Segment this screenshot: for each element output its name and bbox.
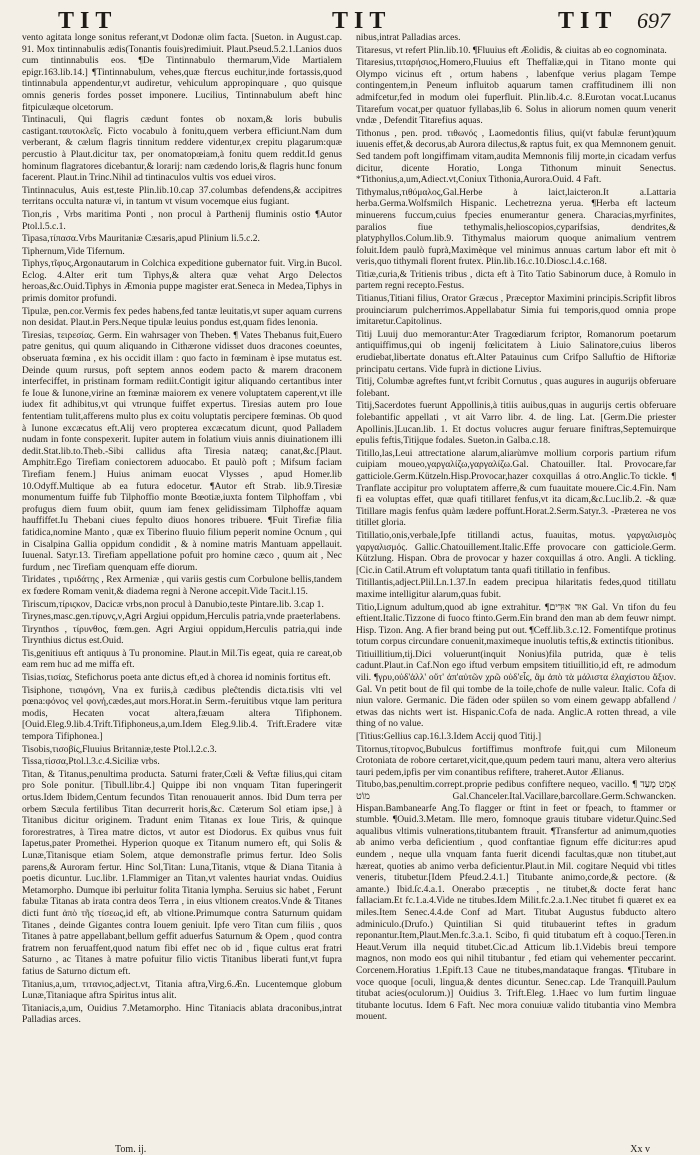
dictionary-entry: Tissa,τίσσα,Ptol.l.3.c.4.Siciliæ vrbs. <box>22 756 160 768</box>
header-word-middle: TIT <box>332 8 392 34</box>
dictionary-entry: Titan, & Titanus,penultima producta. Saturni frater,Cœli & Veftæ filius,qui citam pro Sole ponitur. [Tibull.libr.4.] Quippe ibi non vnquam Titan fuperingerit ortus.Idem Ibidem,Centum fecundos Titan renouauerit annos. Ibid Dum terra per orbem Sæcula fertilibus Titan decurrerit horis,&c. Cæterum Sol etiam ipse,] à Titanibus dicitur originem. Tradunt enim Titanas ex Ioue Tiris, & quinque fororestratres, à Tirea matre dictos, vt autor est Diodorus. Ex quibus vnus fuit Iapetus,pater Promethei. Hyperion quoque ex Titanum numero eft, qui Solis & Lunæ,Titanisque etiam Solem, atque demonstrafle primus fertur. Ideo Solis parens,& Auroram fertur. Hinc Sol,Titan: Luna,Titanis, vtque & Diana Titania à poetis dicuntur. Luc.libr. 1.Flammiger an Titan,vt valentes hauriat vndas. Ouidius Metamorpho. Dumque ibi perluitur folita Titania lympha. Seruius sic habet , Ferunt fabulæ Titanas ab irata contra deos Terra , in eius vltionem creatos.Vnde & Titanes dicti funt ἀπὸ τῆς τίσεως,id eft, ab vltione.Primumque contra Saturnum quidam Titanes , deinde Gigantes contra Iouem geniuit. Ipfe vero Titan cum filiis , quos Titanes à patre appellabant,bellum geffit aduerfus Saturnum & Opem , quod contra fratrem non feruaffent,quod natum fibi effet nec ob id , fique cultus erat fratri Saturno , ac Titanes à matre pofuitur filio victis Titanibus liberati funt,vt fupra fatius de Saturno dictum eft. <box>22 768 342 977</box>
dictionary-entry: Titij Luuij duo memorantur:Ater Tragœdiarum fcriptor, Romanorum poetarum antiquiffimus,qui ob ingenij fœlicitatem à Liuio Salinatore,cuius liberos erudiebat,libertate donatus eft.Alter Patauinus cum Crifpo Salluftio de Hiftoriæ principatu certans. Vide fuprà in dictione Livius. <box>356 328 676 375</box>
dictionary-entry: Tisiphone, τισιφόνη, Vna ex furiis,à cædibus pleĉtendis dicta.tisis vlti vel pœna:φόνος vel φονή,cædes,aut mors.Horat.in Serm.-feruitibus vtque lam peritura modis, Hecaten vocat altera,fæuam altera Tifiphonem. [Ouid.Eleg.9.lib.4.Trift.Tifiphoneus,a,um.Idem Eleg.9.lib.4. Trift.Eradere vitæ tempora Tifiphonea.] <box>22 684 342 743</box>
dictionary-entry: Tiridates , τιριδάτης , Rex Armeniæ , qui variis gestis cum Corbulone bellis,tandem ex fœdere Romam venit,& diadema regni à Nerone accepit.Vide Tacit.l.15. <box>22 574 342 597</box>
dictionary-entry: Tintinnaculus, Auis est,teste Plin.lib.10.cap 37.columbas defendens,& accipitres territans occulta naturæ vi, in tantum vt visum vocemque eius fugiant. <box>22 184 342 208</box>
dictionary-entry: Titubo,bas,penultim.corrept.proprie pedibus confiftere nequeo, vacillo. ¶ אָמַט מָעַד מוֹט Gal.Chanceler.Ital.Vacillare,barcollare.Germ.Schwancken. Hispan.Bambanearfe Ang.To flagger or ftint in feet or fpeach, to ftammer or stumble. ¶Ouid.3.Metam. Ille mero, fomnoque grauis titubare videtur.Quinc.Sed aqualibus vltimis vulnerations,titubantem ftrauit. ¶Transfertur ad animum,quoties ab animo verba deficientium , quod conftantiae fignum effe dicitur:res apud eundem , neque ulla vnquam fanta fuerit dicendi facultas,quæ non titubet,aut hæreat, quoties ab animo verba deficientur.Plaut.in Mil. cogitare Nequid vbi titles veneris, titubetur.[Idem Pfeud.2.4.1.] Titubante animo,corde,& pectore. (& amante.) Ibid.ſc.4.a.1. Onerabo præceptis , ne titubet,& docte ferat hanc fallaciam.Et fc.1.a.4.Vide ne titubes.Idem Milit.fc.2.a.1.Nec titubet fi quæret ex ea miles.Item Senec.4.4.de Conf ad Mart. Titubat Augustus fubducto altero adminiculo.(Drufo.) Quintilian Si quid titubauerint teftes in gradum reponantur.Item,Plaut.Men.fc.3.a.1. Scibo, fi quid titubatum eft à coquo.[Teren.in Heaut.Verum illa nequid titubet.Cic.ad Atticum lib.1.Videbis breui tempore magnos, non modo eos qui nihil titubantur , fed etiam qui vehementer peccarint. Corcenem.Horatius 1.Epift.13 Caue ne titubes,mandataque frangas. ¶Titubare in voce quoque [oculi, lingua,& dentes dicuntur. Senec.cap. Lde Tranquill.Paulum titubat acies(oculorum.)] Ouidius 3. Trift.Eleg. 1.Haec vo lum furtim linguae titubante locutus. Idem 6 Faft. Nec mora conuiuæ valido titubantia vino Membra mouent. <box>356 779 676 1023</box>
dictionary-entry: Titianus,Titiani filius, Orator Græcus , Præceptor Maximini principis.Scripfit libros prouinciarum pulcherrimos.Appellabatur Simia fui temporis,quod omnia prope imitaretur.Capitolinus. <box>356 293 676 328</box>
tome-label: Tom. ij. <box>115 1144 147 1155</box>
dictionary-entry: Titio,Lignum adultum,quod ab igne extrahitur. ¶אוּד אוּדִים Gal. Vn tifon du feu eftient.Italic.Tizzone di fuoco ftinto.Germ.Ein brand den man ab dem feuwr nimpt. Hisp. Tizon. Ang. A fier brand being put out. ¶Ceff.lib.3.c.12. Fomentifque protinus totum corpus circundare conuenit,maximeque inuolutis teftis,& extinctis titionibus. <box>356 601 676 648</box>
left-column <box>22 32 342 1132</box>
dictionary-entry: Tiriscum,τίριςκον, Dacicæ vrbs,non procul à Danubio,teste Pintare.lib. 3.cap 1. <box>22 598 324 610</box>
dictionary-entry: Tiphernum,Vide Tifernum. <box>22 245 125 257</box>
header-word-left: TIT <box>58 8 118 34</box>
dictionary-entry: Titaresus, vt refert Plin.lib.10. ¶Fluuius eft Æolidis, & ciuitas ab eo cognominata. <box>356 44 667 56</box>
dictionary-entry: Tiphys,τῖφυς,Argonautarum in Colchica expeditione gubernator fuit. Virg.in Bucol. Eclog. 4.Alter erit tum Tiphys,& altera quæ vehat Argo Delectos heroas,&c.Ouid.Tiphys in Æmonia puppe magister erat.Seneca in Medea,Tiphys in primis domitor profundi. <box>22 258 342 305</box>
running-header <box>22 6 676 32</box>
dictionary-entry: Titornus,τίτορνος,Bubulcus fortiffimus monftrofe fuit,qui cum Miloneum Crotoniata de robore certaret,vicit,que,quum pedem tauri manu, altera vero alterius tauri pedem,ipfis per vim conantibus refiftere, traheret.Autor Ælianus. <box>356 743 676 778</box>
dictionary-entry: Titiæ,curia,& Tritienis tribus , dicta eft à Tito Tatio Sabinorum duce, à Romulo in partem regni recepto.Festus. <box>356 268 676 292</box>
right-column <box>356 32 676 1132</box>
dictionary-entry: Titanius,a,um, τιτανιος,adject.vt, Titania aftra,Virg.6.Æn. Lucentemque globum Lunæ,Titaniaque aftra Spiritus intus alit. <box>22 978 342 1002</box>
dictionary-entry: Tisias,τισίας, Stefichorus poeta ante dictus eft,ed à chorea id nominis fortitus eft. <box>22 672 331 684</box>
dictionary-entry: Tis,genitiuus eft antiquus à Tu pronomine. Plaut.in Mil.Tis egeat, quia re careat,ob eam rem huc ad me miffa eft. <box>22 647 342 671</box>
dictionary-entry: Titij,Sacerdotes fuerunt Appollinis,à titiis auibus,quas in augurijs certis obferuare folebantific appellati , vt ait Varro libr. 4. de ling. Lat. [Germ.Die priester Apollinis.]Lucan.lib. 1. Et doctus volucres augur feruare finiftras,Septemuirque epulis feftis,Titijque fodales. Sueton.in Galba.c.18. <box>356 400 676 447</box>
dictionary-entry: Tipasa,τίπασα.Vrbs Mauritaniæ Cæsaris,apud Plinium li.5.c.2. <box>22 233 260 245</box>
dictionary-entry: Tipulæ, pen.cor.Vermis fex pedes habens,fed tantæ leuitatis,vt super aquam currens non desidat. Plaut.in Pers.Neque tipulæ leuius pondus est,quam fides lenonia. <box>22 305 342 329</box>
dictionary-entry: Tirynes,masc.gen.τίρυνς,ν,Agri Argiui oppidum,Herculis patria,vnde praeterlabens. <box>22 611 341 623</box>
dictionary-entry: Titillo,las,Leui attrectatione alarum,aliarùmve mollium corporis partium rifum cuipiam moueo,γαργαλίζω,γαργαλίζω.Gal. Chatouiller. Ital. Provocare,far gatticiole.Germ.Kützeln.Hisp.Provocar,hazer coxquillas á otro.Anglic.To tickle. ¶ Tranflate accipitur pro voluptatem afferre,& cum fuauitate mouere.Cic.4.Fin. Nam fi ea voluptas effet, quæ quafi titillaret fenfus,vt ita dicam,&c.Luc.lib.2. -& quæ Titillare magis fenfus quàm lædere poffunt.Horat.2.Serm.Satyr.3. -Præterea ne vos titillet gloria. <box>356 447 676 529</box>
dictionary-entry: Titillantis,adject.Plil.Ln.1.37.In eadem precipua hilaritatis fedes,quod titillatu maxime intelligitur alarum,quas fubit. <box>356 577 676 600</box>
dictionary-entry: Tion,ris , Vrbs maritima Ponti , non procul à Parthenij fluminis ostio ¶Autor Ptol.l.5.c.1. <box>22 208 342 232</box>
dictionary-entry: Tintinaculi, Qui flagris cædunt fontes ob noxam,& loris bubulis castigant.ταυτοκλεῖς. Ficto vocabulo à fonitu,quem verbera efficiunt.Nam dum verberant, & cælum flagris tinnitum reddere videntur,ex crepitu plagarum:quæ percustio à Plaut.dicitur tax, per onomatopœiam,à fonitu quem reddit.Id genus hominum flagratores dicebantur,& lorarij: nam cædendo loris,& flagris hunc fonum facerent. Plaut.in Trinc.Nihil ad tintinaculos vultis vos eduei viros. <box>22 114 342 184</box>
dictionary-entry: Tiresias, τειρεσίας. Germ. Ein wahrsager von Theben. ¶ Vates Thebanus fuit,Euero patre genitus, qui quum aliquando in Cithærone vidisset duos dracones coeuntes, obseruata fœmina , ex his occidit illam : quo facto in fœminam è ipse mutatus est. Deinde quum rursus, poft septem annos eodem pacto & marem draconem interfeciffet, in pristinam formam rediit.Contigit igitur aliquando certantibus inter fe Ioue & Iunone,virine an fœminæ maiorem ex venere voluptatem caperent,vt ille iudex fit adhibitus,vt qui vtrunque fuiffet expertus. Tiresias autem pro Ioue fententiam tulit,afferens multo plus ex coitu voluptatis percipere fœminas. Ob quod à Iunone excæcatus eft.Alij vero propterea excæcatum dicunt, quod Palladem nudam in fonte conspexerit. Iupiter autem in folatium viuis annis diuinationem illi dedit.Stat.lib.to.Theb.-Sibi callidus afta Tiresia natæq; canat,&c.[Plaut. Amphitr.Ego Tirefiam coniectorem aduocabo. Et paulò poft ; Mifsum faciam Tirefiam fenem.] Huius animam euocat Vlysses , apud Homer.lib 10.Odyff.Multique ab ea futura edocetur. ¶Autor eft Strab. lib.9.Tiresiæ monumentum fuiffe fub Tilphoffio monte Bœotiæ,iuxta fontem Tilphoffam , vbi profugus diem fuum obiit, quum iam fenex gelidissimam Tilphoffæ aquam hauffiffet.Iu Thebani ciues fepulto diuos honores tribuere. ¶Fuit Tirefiæ filia fatidica,nomine Manto , quæ ex Tiberino fluuio filium peperit nomine Ocnum , qui in Cisalpina Gallia oppidum condidit , & à nomine matris Mantuam appellauit. Iuuenal. Satyr.13. Tirefiam appellatione pofuit pro homine cæco , quum ait , Nec furdum , nec Tirefiam quenquam effe diorum. <box>22 329 342 573</box>
dictionary-entry: Titaniacis,a,um, Ouidius 7.Metamorpho. Hinc Titaniacis ablata draconibus,intrat Palladias arces. <box>22 1002 342 1026</box>
dictionary-entry: vento agitata longe sonitus referant,vt Dodonæ olim facta. [Sueton. in August.cap. 91. Mox tintinnabulis ædis(Tonantis fouis)redimiuit. Plaut.Pseud.5.2.1.Lanios duos cum tintinnabulis eos. ¶De Tintinnabulo thermarum,Vide Martialem epigr.163.lib.14.] ¶Tintinnabulum, vehes,quæ ftercus euchitur,inde fortassis,quod tintinnabula appendentur,vt audiretur, vehiculum appropinquare , quo quisque omnis generis fordes posset imponere. Lucilius, Tintinnabulum abeft hinc fitpiculæque olcetorum. <box>22 32 342 113</box>
dictionary-entry: Tithonus , pen. prod. τιθωνός , Laomedontis filius, qui(vt fabulæ ferunt)quum iuuenis effet,& decorus,ab Aurora dilectus,& raptus fuit, ex qua Memnonem genuit. Sed tandem poft longiffimam vitam,audita Memnonis filij morte,in cicadam verfus dicitur, dicente Horatio, Longa Tithonum minuit Senectus. *Tithonius,a,um,Adiect.vt,Coniux Tithonia,Aurora.Ouid. 4 Faft. <box>356 127 676 186</box>
signature-mark: Xx v <box>630 1144 650 1155</box>
dictionary-entry: Titij, Columbæ agreftes funt,vt fcribit Cornutus , quas augures in augurijs obferuare folebant. <box>356 376 676 399</box>
dictionary-entry: Tithymalus,τιθύμαλος,Gal.Herbe à laict,laicteron.It a.Lattaria herba.Germa.Wolfsmilch Hispanic. Lechetrezna yerua. ¶Herba eft lacteum minuerens fuccum,cuius fpecies enumerantur genera. Characias,myrfinites, paralios fiue tethymalis,helioscopios,cyparifsias, dendrites,& platyphyllos.Colum.lib.9. Tithymalus maiorum quoque animalium ventrem foluit.Idem paulò fuprà,Maximèque vel minimus annuas cartum labor eft mit ò veris,quo tithymali florent frutex. Plin.lib.16.c.10.Diosc.l.4.c.168. <box>356 186 676 268</box>
dictionary-entry: Titaresius,τιταρήσιος,Homero,Fluuius eft Theffaliæ,qui in Titano monte qui Olympo vicinus eft , ortum habens , labenfque verius plagam Tempe contingentem,in Peneum influitob aquarum tamen craffitudinem illi non admifcetur,fed in modum olei fuperfluit. Plin.lib.4.c. 8.Eurotan vocat.Lucanus Titarefum vocat,per quatuor fyllabas,lib 6. Solus in aliorum nomen quum venerit vndæ , Defendit Titarefius aquas. <box>356 57 676 127</box>
dictionary-entry: Titillatio,onis,verbale,Ipfe titillandi actus, fuauitas, motus. γαργαλισμὸς γαργαλισμός. Gallic.Chatouillement.Italic.Effe provocare con gatticiole.Germ. Kützlung. Hispan. Obra de provocar y hazer coxquillas á otro. Angli. A tickling.[Cic.in Catil.Atrum eft voluptatum tanta quafi titillatio in fenfibus. <box>356 529 676 576</box>
page-number: 697 <box>637 8 670 33</box>
dictionary-entry: Titiuillitium,tij.Dici voluerunt(inquit Nonius)fila putrida, quæ è telis cadunt.Plaut.in Caf.Non ego iftud verbum empsitem titiuillitio,id eft, re admodum vili. ¶γρυ,οὐδ'ἀλλ' οὔτ' ἀπ'αὐτῶν χρῶ οὐδ'εἷς, ἂμ ἀπὸ τὰ μάλιστα ἐλαχίστου ἄξιον. Gal. Vn petit bout de fil qui tombe de la toile,chofe de nulle valeur. Italic. Cofa di niun valore. Germanic. Die fäden oder spülen so vom einem gewapp abfallend / etwas das nichts wert ist. Hispanic.Cofa de nada. Anglic.A rotten thread, a vile thing of no value. <box>356 648 676 730</box>
page-footer <box>0 1141 700 1155</box>
dictionary-entry: Tisobis,τισοβίς,Fluuius Britanniæ,teste Ptol.l.2.c.3. <box>22 743 217 755</box>
header-word-right: TIT <box>558 8 618 34</box>
dictionary-entry: nibus,intrat Palladias arces. <box>356 32 461 43</box>
dictionary-entry: [Titius:Gellius cap.16.l.3.Idem Accij quod Titij.] <box>356 731 542 743</box>
dictionary-entry: Tirynthos , τίρυνθος, fœm.gen. Agri Argiui oppidum,Herculis patria,qui inde Tirynthius dictus est.Ouid. <box>22 623 342 647</box>
